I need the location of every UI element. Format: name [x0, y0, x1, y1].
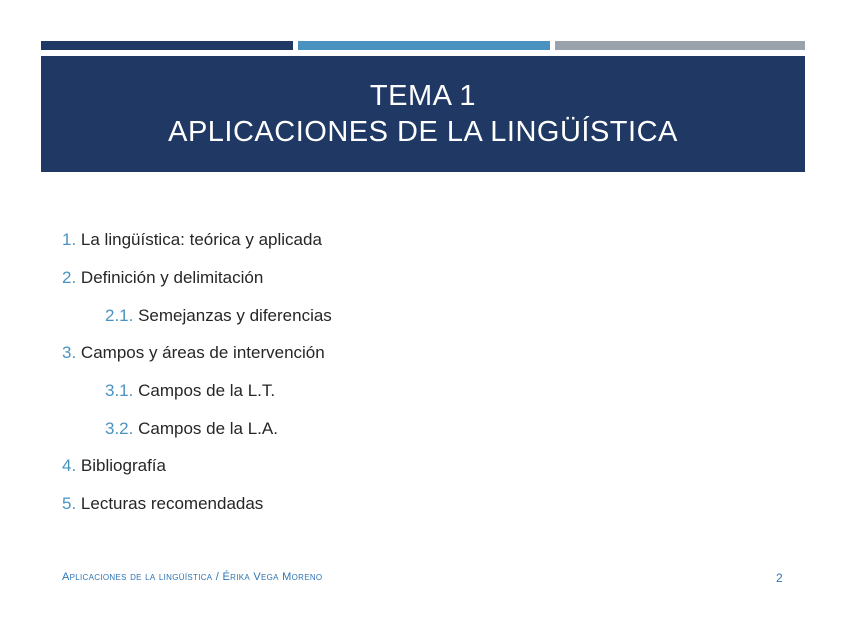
slide-title-line-1: TEMA 1 — [369, 80, 477, 112]
toc-item-text: Lecturas recomendadas — [80, 494, 264, 513]
toc-item-text: Definición y delimitación — [80, 268, 264, 287]
toc-item-3-1 — [105, 381, 275, 401]
toc-item-number: 4. — [62, 456, 77, 475]
footer-text: Aplicaciones de la lingüística / Érika Vega Moreno — [62, 571, 323, 583]
toc-item-text: Campos de la L.A. — [138, 419, 278, 438]
toc-item-4 — [62, 456, 166, 476]
toc-item-number: 3.1. — [105, 381, 134, 400]
title-banner — [41, 56, 805, 172]
toc-item-2 — [62, 268, 263, 288]
toc-item-number: 2.1. — [105, 306, 134, 325]
toc-item-2-1 — [105, 306, 332, 326]
top-stripe-gray — [555, 41, 805, 50]
toc-item-text: Bibliografía — [80, 456, 166, 475]
toc-item-5 — [62, 494, 263, 514]
toc-item-3 — [62, 343, 325, 363]
top-stripe-dark-blue — [41, 41, 293, 50]
toc-item-text: La lingüística: teórica y aplicada — [80, 230, 322, 249]
toc-item-1 — [62, 230, 322, 250]
slide-title-line-2: APLICACIONES DE LA LINGÜÍSTICA — [168, 116, 678, 148]
toc-item-number: 2. — [62, 268, 77, 287]
toc-item-text: Campos de la L.T. — [138, 381, 276, 400]
toc-item-3-2 — [105, 419, 278, 439]
toc-item-text: Campos y áreas de intervención — [80, 343, 325, 362]
toc-item-text: Semejanzas y diferencias — [138, 306, 332, 325]
toc-item-number: 1. — [62, 230, 77, 249]
toc-item-number: 5. — [62, 494, 77, 513]
top-stripe-light-blue — [298, 41, 550, 50]
toc-item-number: 3.2. — [105, 419, 134, 438]
toc-item-number: 3. — [62, 343, 77, 362]
page-number: 2 — [776, 571, 783, 585]
